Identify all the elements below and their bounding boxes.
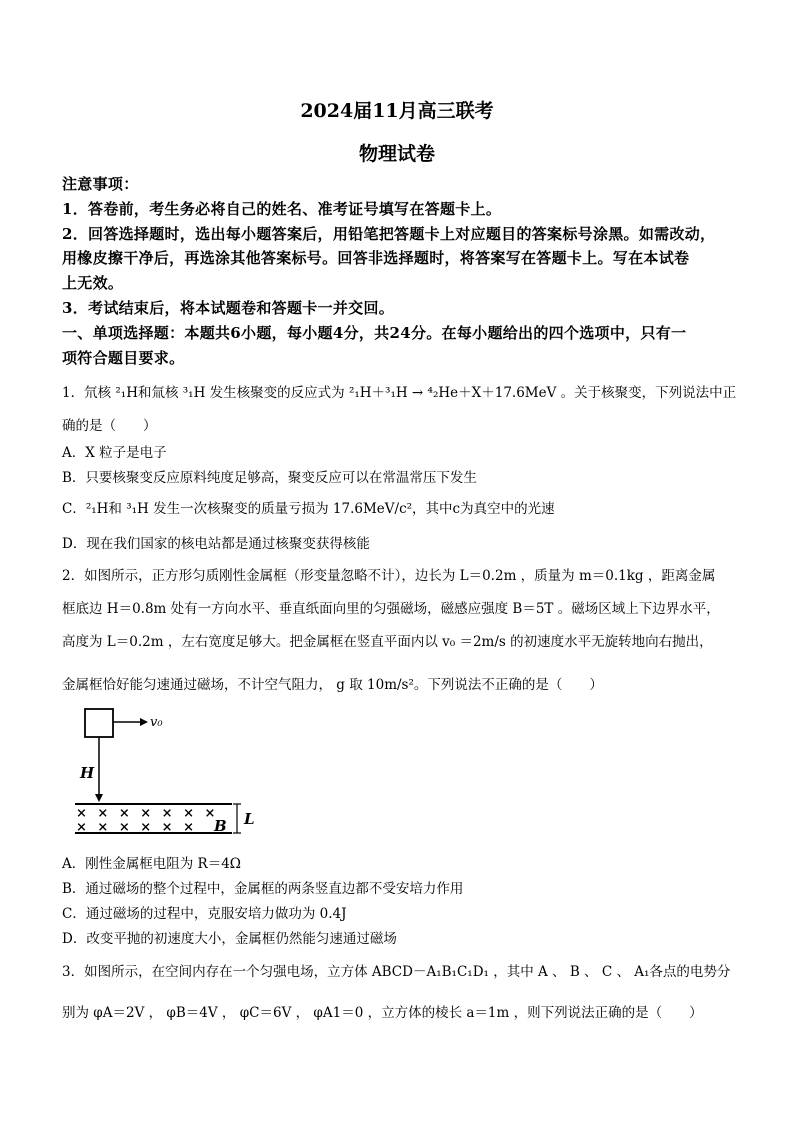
question-1-stem: 1．氘核 ²₁H和氚核 ³₁H 发生核聚变的反应式为 ²₁H＋³₁H → ⁴₂He＋X＋17.6MeV 。关于核聚变，下列说法中正 <box>62 385 737 401</box>
question-2-option-d: D．改变平抛的初速度大小，金属框仍然能匀速通过磁场 <box>62 931 397 947</box>
v0-label: v₀ <box>150 715 163 730</box>
question-3-stem: 3．如图所示，在空间内存在一个匀强电场，立方体 ABCD－A₁B₁C₁D₁ ，其中 A 、 B 、 C 、 A₁各点的电势分 <box>62 964 731 980</box>
question-2-stem: 金属框恰好能匀速通过磁场，不计空气阻力， g 取 10m/s²。下列说法不正确的是（ ） <box>62 677 603 693</box>
h-label: H <box>80 764 95 782</box>
question-2-stem: 高度为 L＝0.2m ，左右宽度足够大。把金属框在竖直平面内以 v₀ ＝2m/s 的初速度水平无旋转地向右抛出， <box>62 634 713 650</box>
metal-frame <box>85 709 113 737</box>
l-label: L <box>244 810 255 828</box>
question-1-option-c: C．²₁H和 ³₁H 发生一次核聚变的质量亏损为 17.6MeV/c²，其中c为真空中的光速 <box>62 501 555 517</box>
notice-line: 2．回答选择题时，选出每小题答案后，用铅笔把答题卡上对应题目的答案标号涂黑。如需改动， <box>62 225 716 243</box>
field-row-2: × × × × × × <box>76 820 197 835</box>
field-row-1: × × × × × × × <box>76 806 219 821</box>
velocity-arrowhead <box>140 718 148 726</box>
question-2-stem: 框底边 H＝0.8m 处有一方向水平、垂直纸面向里的匀强磁场，磁感应强度 B＝5T 。磁场区域上下边界水平， <box>62 601 720 617</box>
question-2-option-b: B．通过磁场的整个过程中，金属框的两条竖直边都不受安培力作用 <box>62 881 464 897</box>
question-2-option-a: A．刚性金属框电阻为 R＝4Ω <box>62 856 241 872</box>
question-2-option-c: C．通过磁场的过程中，克服安培力做功为 0.4J <box>62 906 347 922</box>
magnetic-field-figure <box>72 700 272 840</box>
question-3-stem: 别为 φA＝2V ， φB＝4V ， φC＝6V ， φA1＝0 ，立方体的棱长 a＝1m ，则下列说法正确的是（ ） <box>62 1005 703 1021</box>
b-label: B <box>214 817 227 835</box>
question-1-option-a: A．X 粒子是电子 <box>62 445 167 461</box>
question-2-stem: 2．如图所示，正方形匀质刚性金属框（形变量忽略不计），边长为 L＝0.2m ，质量为 m＝0.1kg ，距离金属 <box>62 568 716 584</box>
notice-line: 3．考试结束后，将本试题卷和答题卡一并交回。 <box>62 299 395 317</box>
exam-subject: 物理试卷 <box>358 143 435 165</box>
question-1-option-b: B．只要核聚变反应原料纯度足够高，聚变反应可以在常温常压下发生 <box>62 470 477 486</box>
notice-line: 1．答卷前，考生务必将自己的姓名、准考证号填写在答题卡上。 <box>62 200 502 218</box>
question-1-stem: 确的是（ ） <box>62 418 157 434</box>
question-1-option-d: D．现在我们国家的核电站都是通过核聚变获得核能 <box>62 536 370 552</box>
section-heading: 项符合题目要求。 <box>62 349 185 367</box>
notice-line: 用橡皮擦干净后，再选涂其他答案标号。回答非选择题时，将答案写在答题卡上。写在本试卷 <box>62 249 690 267</box>
notice-heading: 注意事项： <box>62 175 139 193</box>
section-heading: 一、单项选择题：本题共6小题，每小题4分，共24分。在每小题给出的四个选项中，只有一 <box>62 324 687 342</box>
height-arrowhead <box>95 794 103 802</box>
exam-title: 2024届11月高三联考 <box>300 100 494 122</box>
notice-line: 上无效。 <box>62 274 124 292</box>
